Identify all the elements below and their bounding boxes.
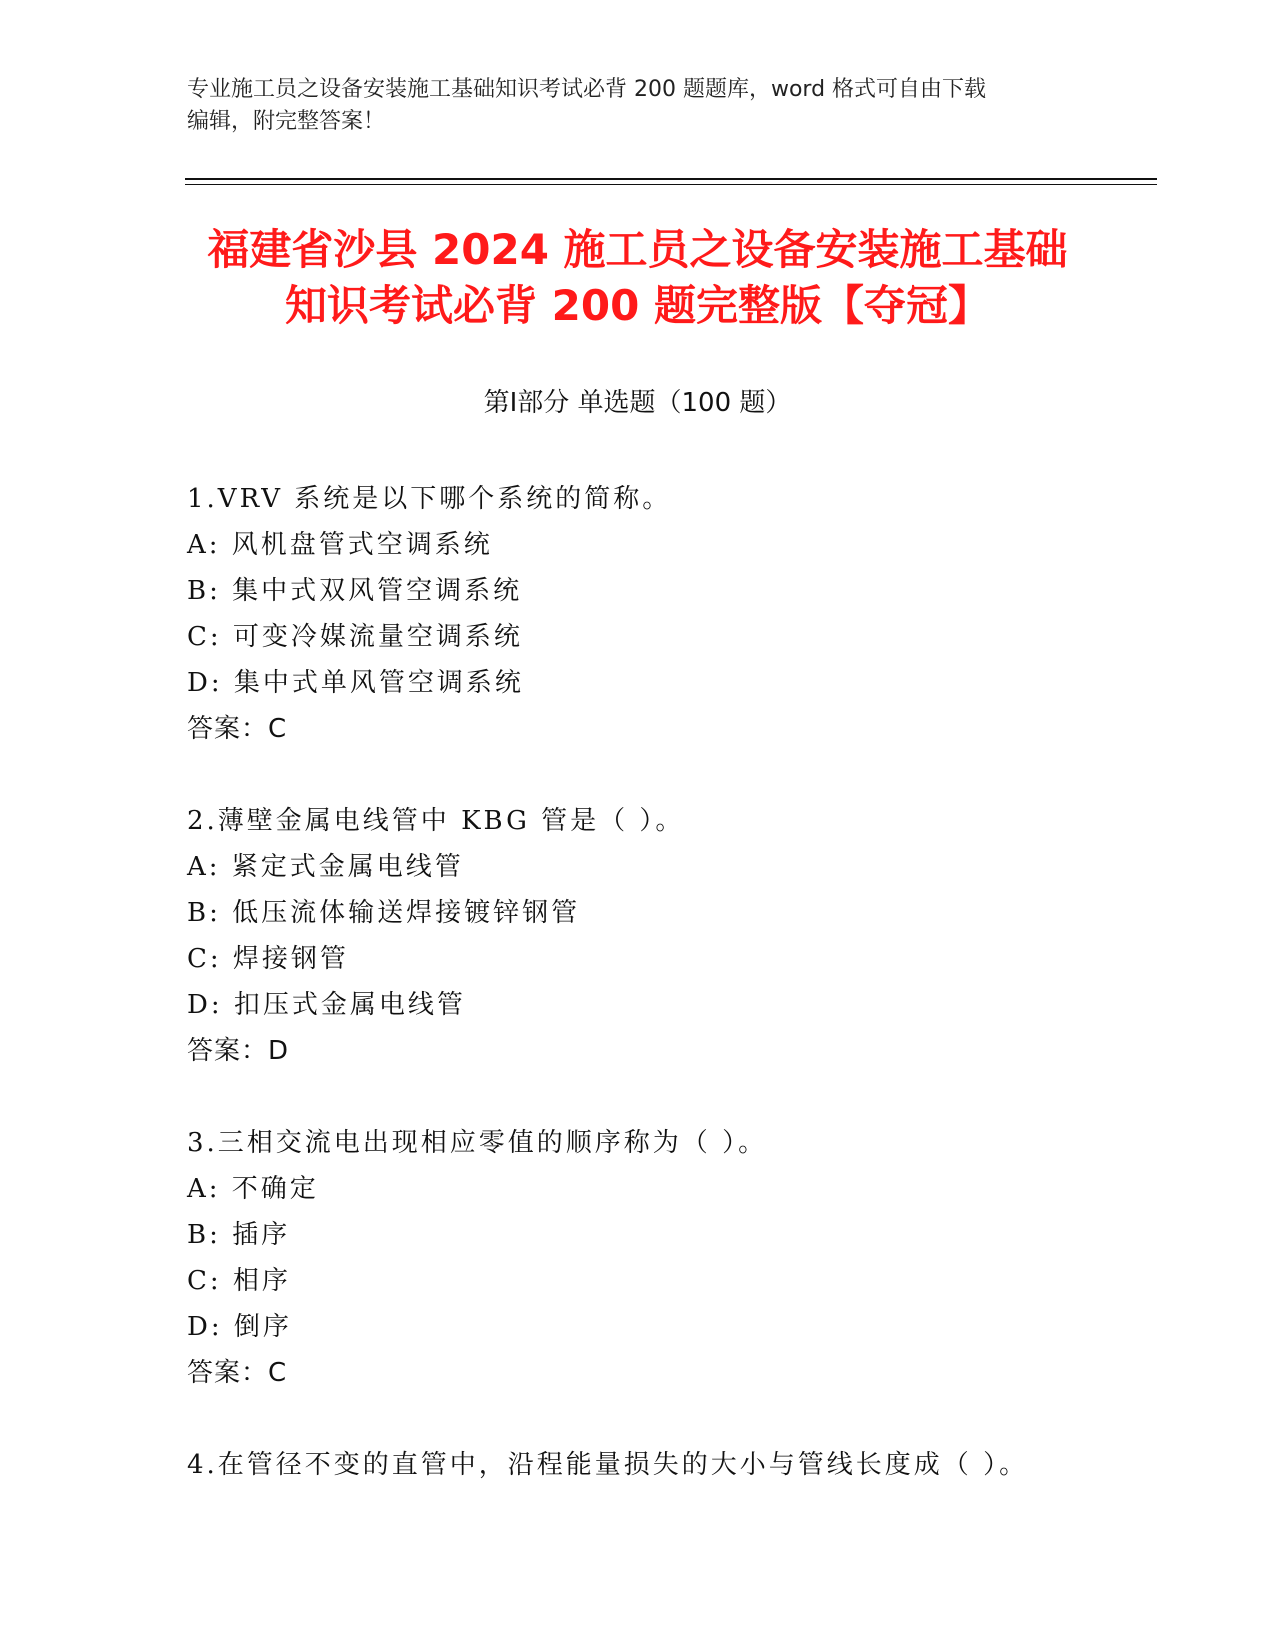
answer: 答案：D — [187, 1036, 290, 1066]
question-2 — [187, 798, 1087, 1074]
option-b: B: 插序 — [187, 1220, 291, 1250]
option-b: B: 低压流体输送焊接镀锌钢管 — [187, 898, 581, 928]
question-4 — [187, 1442, 1087, 1488]
option-a: A: 不确定 — [187, 1174, 319, 1204]
option-d: D: 集中式单风管空调系统 — [187, 668, 524, 698]
question-3 — [187, 1120, 1087, 1396]
question-list — [187, 476, 1087, 1534]
question-1 — [187, 476, 1087, 752]
option-a: A: 风机盘管式空调系统 — [187, 530, 493, 560]
document-title — [0, 222, 1275, 334]
option-c: C: 相序 — [187, 1266, 291, 1296]
option-b: B: 集中式双风管空调系统 — [187, 576, 523, 606]
option-c: C: 可变冷媒流量空调系统 — [187, 622, 523, 652]
question-stem: 1.VRV 系统是以下哪个系统的简称。 — [187, 484, 672, 514]
option-d: D: 扣压式金属电线管 — [187, 990, 466, 1020]
answer: 答案：C — [187, 1358, 288, 1388]
header-note-line-2: 编辑，附完整答案！ — [187, 109, 386, 134]
header-rule-thin — [185, 184, 1157, 185]
section-title: 第Ⅰ部分 单选题（100 题） — [483, 388, 792, 418]
document-title-line-1: 福建省沙县 2024 施工员之设备安装施工基础 — [207, 225, 1068, 274]
answer: 答案：C — [187, 714, 288, 744]
option-d: D: 倒序 — [187, 1312, 292, 1342]
header-note-line-1: 专业施工员之设备安装施工基础知识考试必背 200 题题库，word 格式可自由下载 — [187, 77, 987, 102]
question-stem: 4.在管径不变的直管中，沿程能量损失的大小与管线长度成（ ）。 — [187, 1450, 1029, 1480]
question-stem: 3.三相交流电出现相应零值的顺序称为（ ）。 — [187, 1128, 768, 1158]
question-stem: 2.薄壁金属电线管中 KBG 管是（ ）。 — [187, 806, 685, 836]
document-title-line-2: 知识考试必背 200 题完整版【夺冠】 — [285, 281, 990, 330]
option-a: A: 紧定式金属电线管 — [187, 852, 464, 882]
header-rule-thick — [185, 178, 1157, 180]
header-note — [187, 74, 1087, 138]
option-c: C: 焊接钢管 — [187, 944, 349, 974]
